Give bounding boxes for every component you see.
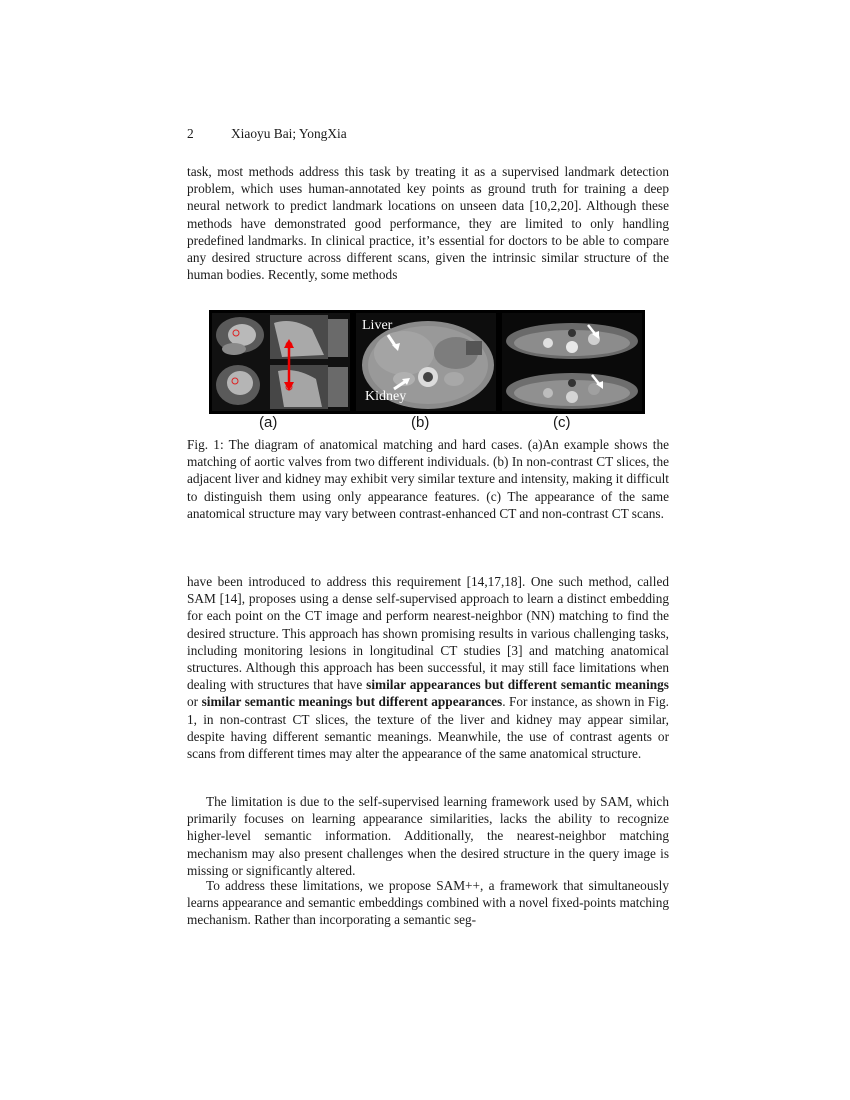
liver-annotation: Liver: [362, 318, 393, 333]
paragraph-intro-continued: task, most methods address this task by treating it as a supervised landmark detection problem, which uses human-annotated key points as ground truth for training a deep neural network to predict landmark locations on unseen data [10,2,20]. Although these methods have demonstrated good performance, they are limited to only handling predefined landmarks. In clinical practice, it’s essential for doctors to be able to compare any desired structure across different scans, given the intrinsic similar structure of the human bodies. Recently, some methods: [187, 164, 669, 283]
bold-phrase: similar appearances but different semantic meanings: [366, 677, 669, 693]
page-number: 2: [187, 126, 194, 141]
text-run: or: [187, 694, 202, 710]
text-run: . For instance, as shown in Fig. 1, in non-contrast CT slices, the texture of the liver and kidney may appear similar, despite having different semantic meanings. Meanwhile, the use of contrast agents or scans from different times may alter the appearance of the same anatomical structure.: [187, 694, 669, 762]
author-names: Xiaoyu Bai; YongXia: [231, 126, 347, 141]
figure-1: [209, 310, 645, 414]
figure-caption: Fig. 1: The diagram of anatomical matching and hard cases. (a)An example shows the matching of aortic valves from two different individuals. (b) In non-contrast CT slices, the adjacent liver and kidney may exhibit very similar texture and intensity, making it difficult to distinguish them using only appearance features. (c) The appearance of the same anatomical structure may vary between contrast-enhanced CT and non-contrast CT scans.: [187, 437, 669, 521]
ct-slice-contrast: [506, 323, 638, 359]
ct-slice-non-contrast: [506, 373, 638, 409]
ct-slice-bottom-right: [270, 365, 348, 409]
paragraph-proposal: To address these limitations, we propose SAM++, a framework that simultaneously learns appearance and semantic embeddings combined with a novel fixed-points matching mechanism. Rather than incorporating a semantic seg-: [187, 878, 669, 928]
figure-sublabel-b: (b): [411, 414, 430, 431]
running-header: [187, 126, 347, 142]
text-run: have been introduced to address this requirement [14,17,18]. One such method, called SAM [14], proposes using a dense self-supervised approach to learn a distinct embedding for each point on the CT image and perform nearest-neighbor (NN) matching to find the desired structure. This approach has shown promising results in various challenging tasks, including monitoring lesions in longitudinal CT studies [3] and matching anatomical structures. Although this approach has been successful, it may still face limitations when dealing with structures that have: [187, 574, 669, 693]
paragraph-limitation: The limitation is due to the self-supervised learning framework used by SAM, which primarily focuses on learning appearance similarities, lacks the ability to recognize higher-level semantic information. Additionally, the nearest-neighbor matching mechanism may also present challenges when the desired structure in the query image is missing or significantly altered.: [187, 794, 669, 878]
ct-slice-top-right: [270, 315, 348, 359]
paragraph-related-methods: [187, 573, 669, 762]
kidney-annotation: Kidney: [365, 389, 407, 404]
figure-panel-c-contrast-vs-noncontrast: [502, 313, 642, 411]
ct-slice-bottom-left: [216, 365, 260, 405]
figure-sublabel-c: (c): [553, 414, 571, 431]
figure-panel-a-aortic-valve-matching: [212, 313, 350, 411]
bold-phrase: similar semantic meanings but different appearances: [201, 694, 503, 710]
figure-sublabel-a: (a): [259, 414, 278, 431]
